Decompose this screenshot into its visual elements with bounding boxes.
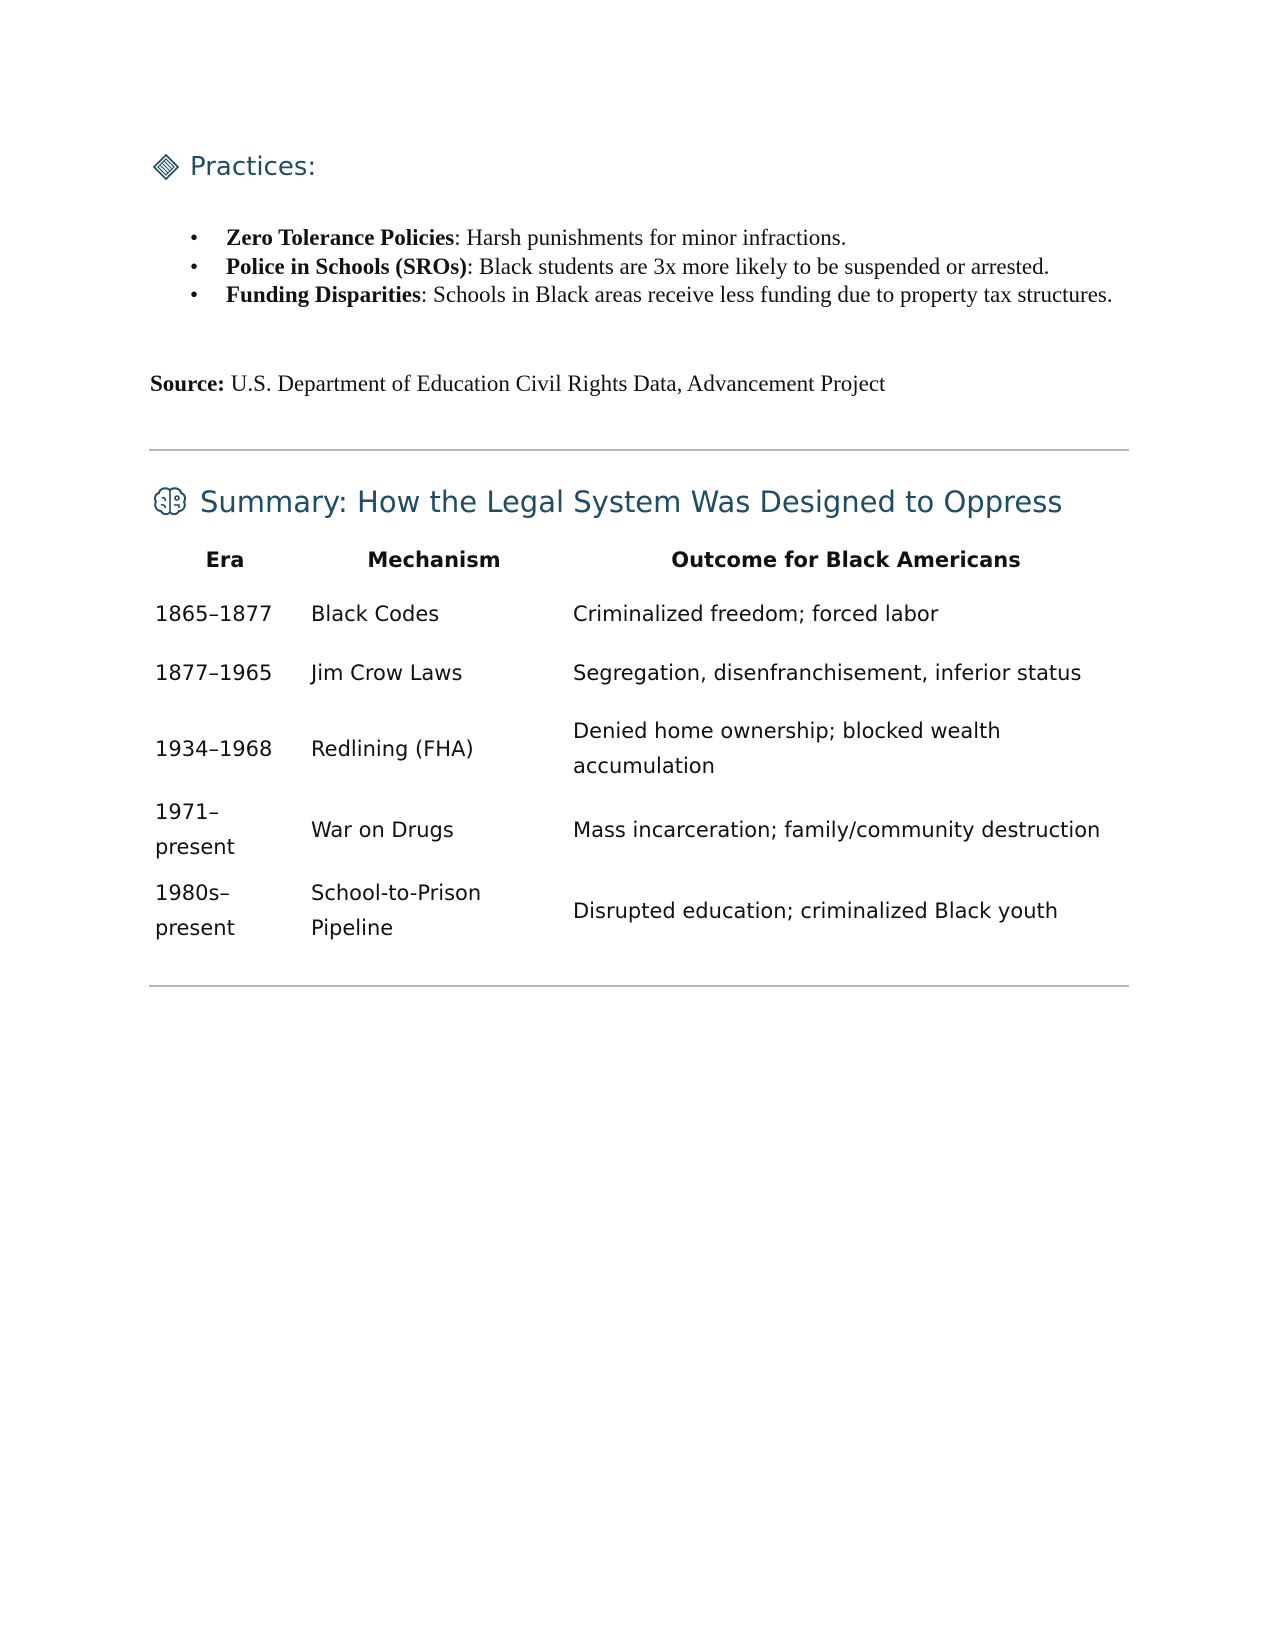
summary-heading-text: Summary: How the Legal System Was Designed to Oppress (200, 485, 1063, 519)
cell-outcome: Mass incarceration; family/community destruction (573, 817, 1101, 842)
cell-mechanism: War on Drugs (311, 817, 454, 842)
practices-heading-text: Practices: (190, 152, 317, 182)
list-item-text: : Schools in Black areas receive less funding due to property tax structures. (420, 282, 1113, 307)
table-row (147, 585, 1127, 644)
list-item (182, 224, 1142, 253)
cell-era: 1934–1968 (155, 736, 273, 761)
cell-mechanism: Black Codes (311, 602, 440, 626)
bullet-dot: • (190, 253, 199, 279)
list-item (182, 253, 1142, 282)
summary-table (147, 535, 1127, 957)
cell-mechanism: Redlining (FHA) (311, 736, 474, 761)
cell-outcome: Segregation, disenfranchisement, inferior status (573, 661, 1082, 685)
list-item-text: : Harsh punishments for minor infractions. (454, 225, 847, 250)
source-label: Source: (150, 371, 225, 396)
table-row (147, 795, 1127, 865)
cell-mechanism: Jim Crow Laws (311, 661, 463, 685)
bullet-dot: • (190, 225, 199, 250)
practices-list (182, 224, 1142, 310)
brain-icon (152, 484, 188, 520)
column-header-outcome: Outcome for Black Americans (671, 548, 1021, 572)
divider (149, 449, 1129, 451)
list-item-text: : Black students are 3x more likely to be suspended or arrested. (466, 253, 1050, 279)
bullet-dot: • (190, 282, 199, 307)
table-row (147, 865, 1127, 957)
list-item-term: Zero Tolerance Policies (226, 225, 455, 250)
divider (149, 985, 1129, 987)
summary-heading (152, 484, 1062, 520)
cell-mechanism: School-to-Prison Pipeline (311, 881, 482, 940)
source-line (150, 370, 1150, 398)
cell-outcome: Denied home ownership; blocked wealth accumulation (573, 719, 1001, 778)
list-item-term: Police in Schools (SROs) (226, 253, 467, 279)
cell-era: 1971–present (155, 800, 235, 859)
diamond-icon (152, 153, 180, 181)
list-item (182, 281, 1142, 310)
cell-era: 1877–1965 (155, 661, 273, 685)
source-text: U.S. Department of Education Civil Rights Data, Advancement Project (224, 371, 886, 396)
table-row (147, 703, 1127, 795)
column-header-era: Era (205, 548, 245, 572)
practices-heading (152, 152, 316, 182)
table-header-row (147, 535, 1127, 585)
cell-outcome: Criminalized freedom; forced labor (573, 602, 939, 626)
cell-era: 1865–1877 (155, 602, 273, 626)
cell-era: 1980s–present (155, 881, 235, 940)
table-row (147, 644, 1127, 703)
column-header-mechanism: Mechanism (367, 548, 501, 572)
cell-outcome: Disrupted education; criminalized Black youth (573, 898, 1059, 923)
list-item-term: Funding Disparities (226, 282, 421, 307)
